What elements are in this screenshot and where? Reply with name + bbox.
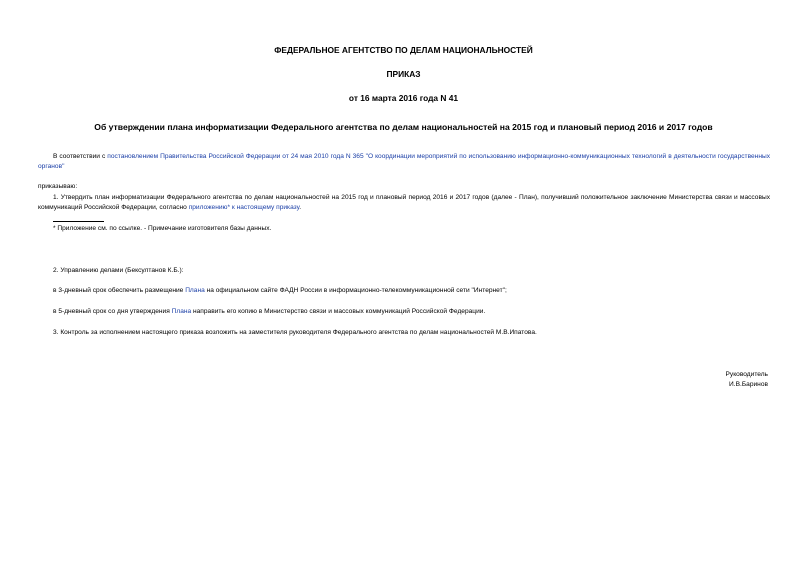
government-decree-link[interactable]: постановлением Правительства Российской Федерации от 24 мая 2010 года N 365 "О координации мероприятий по использованию информационно-коммуникационных технологий в деятельности государственных органов" (38, 153, 770, 170)
appendix-link[interactable]: приложению* к настоящему приказу (188, 204, 300, 211)
item-3-paragraph: 3. Контроль за исполнением настоящего приказа возложить на заместителя руководителя Федерального агентства по делам национальностей М.В.Ипатова. (53, 329, 537, 336)
item-2a-prefix: в 3-дневный срок обеспечить размещение (53, 287, 186, 294)
plan-link[interactable]: Плана (171, 308, 192, 315)
item-1-paragraph (38, 193, 770, 213)
item-2a-paragraph (53, 286, 768, 296)
signature-block (726, 370, 768, 390)
order-date: от 16 марта 2016 года N 41 (348, 93, 459, 103)
agency-name: ФЕДЕРАЛЬНОЕ АГЕНТСТВО ПО ДЕЛАМ НАЦИОНАЛЬНОСТЕЙ (274, 45, 533, 55)
plan-link[interactable]: Плана (185, 287, 205, 294)
item-1-text: 1. Утвердить план информатизации Федерального агентства по делам национальностей на 2015 год и плановый период 2016 и 2017 годов (далее - План), получивший положительное заключение Министерства связи и массовых коммуникаций Российской Федерации, согласно (38, 194, 770, 211)
item-2b-prefix: в 5-дневный срок со дня утверждения (53, 308, 172, 315)
basis-paragraph (38, 152, 770, 172)
order-heading: ПРИКАЗ (386, 69, 421, 79)
basis-prefix: В соответствии с (53, 153, 108, 160)
item-2-paragraph: 2. Управлению делами (Бексултанов К.Б.): (53, 267, 184, 274)
item-2b-paragraph (53, 307, 768, 317)
footnote-divider (53, 221, 104, 222)
item-2b-suffix: направить его копию в Министерство связи и массовых коммуникаций Российской Федерации. (191, 308, 486, 315)
document-title: Об утверждении плана информатизации Федерального агентства по делам национальностей на 2015 год и плановый период 2016 и 2017 годов (94, 122, 713, 132)
footnote: * Приложение см. по ссылке. - Примечание изготовителя базы данных. (53, 225, 272, 232)
resolve-text: приказываю: (38, 183, 78, 190)
item-1-suffix: . (299, 204, 302, 211)
item-2a-suffix: на официальном сайте ФАДН России в информационно-телекоммуникационной сети "Интернет"; (204, 287, 507, 294)
signatory-position: Руководитель (725, 371, 768, 378)
signatory-name: И.В.Баринов (729, 381, 768, 388)
